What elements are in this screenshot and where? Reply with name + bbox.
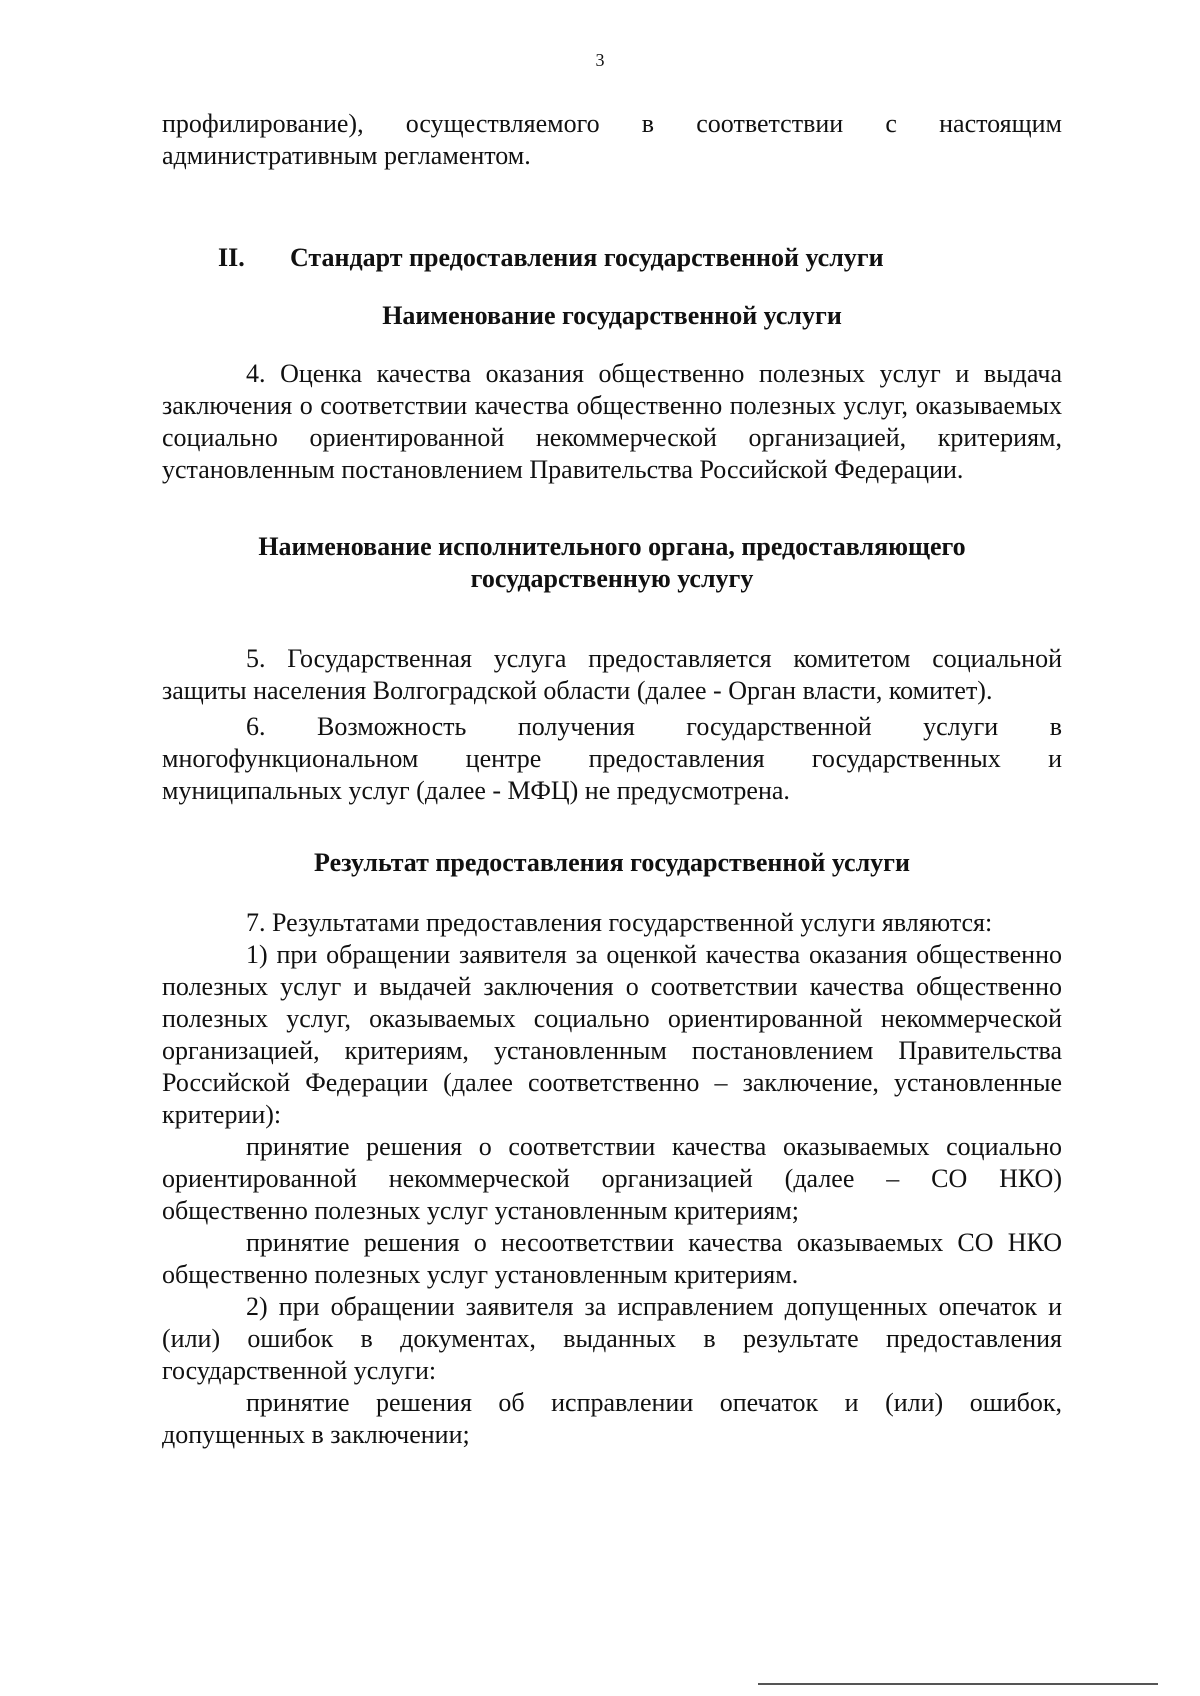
paragraph-7-1-b: принятие решения о несоответствии качества оказываемых СО НКО общественно полезных услуг установленным критериям. <box>162 1228 1062 1289</box>
paragraph-6: 6. Возможность получения государственной услуги в многофункциональном центре предоставления государственных и муниципальных услуг (далее - МФЦ) не предусмотрена. <box>162 712 1062 805</box>
section-title: Стандарт предоставления государственной услуги <box>290 243 884 272</box>
heading-authority-line-1: Наименование исполнительного органа, предоставляющего <box>258 532 966 561</box>
intro-paragraph: профилирование), осуществляемого в соответствии с настоящим административным регламентом. <box>162 109 1062 170</box>
bottom-rule <box>758 1683 1158 1685</box>
section-number: II. <box>218 243 245 272</box>
paragraph-7: 7. Результатами предоставления государственной услуги являются: <box>246 908 993 937</box>
paragraph-5: 5. Государственная услуга предоставляется комитетом социальной защиты населения Волгоградской области (далее - Орган власти, комитет). <box>162 644 1062 705</box>
heading-authority-line-2: государственную услугу <box>470 564 754 593</box>
heading-result: Результат предоставления государственной услуги <box>314 848 910 877</box>
page-number: 3 <box>595 50 605 70</box>
document-body <box>162 108 1062 1451</box>
heading-service-name: Наименование государственной услуги <box>382 301 842 330</box>
paragraph-7-2-a: принятие решения об исправлении опечаток и (или) ошибок, допущенных в заключении; <box>162 1388 1062 1449</box>
paragraph-7-1: 1) при обращении заявителя за оценкой качества оказания общественно полезных услуг и выдачей заключения о соответствии качества общественно полезных услуг, оказываемых социально ориентированной некоммерческой организацией, критериям, установленным постановлением Правительства Российской Федерации (далее соответственно – заключение, установленные критерии): <box>162 940 1062 1129</box>
paragraph-4: 4. Оценка качества оказания общественно полезных услуг и выдача заключения о соответствии качества общественно полезных услуг, оказываемых социально ориентированной некоммерческой организацией, критериям, установленным постановлением Правительства Российской Федерации. <box>162 359 1062 484</box>
paragraph-7-1-a: принятие решения о соответствии качества оказываемых социально ориентированной некоммерческой организацией (далее – СО НКО) общественно полезных услуг установленным критериям; <box>162 1132 1062 1225</box>
section-heading <box>162 242 1062 274</box>
paragraph-7-2: 2) при обращении заявителя за исправлением допущенных опечаток и (или) ошибок в документах, выданных в результате предоставления государственной услуги: <box>162 1292 1062 1385</box>
